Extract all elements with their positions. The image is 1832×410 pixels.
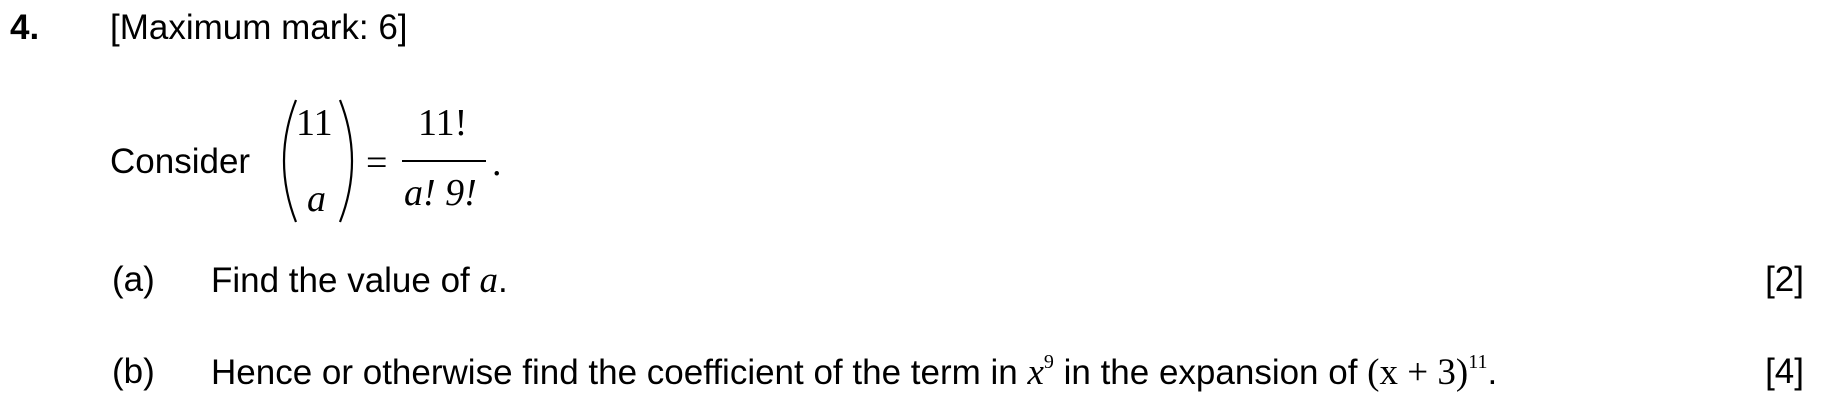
binomial-top: 11	[296, 102, 333, 144]
fraction-bar	[402, 160, 486, 162]
binomial-bottom: a	[307, 178, 326, 220]
part-a-period: .	[498, 261, 508, 300]
expression-period: .	[492, 142, 502, 184]
part-b-period: .	[1487, 353, 1498, 392]
part-b-prompt: Hence or otherwise find the coefficient of the term in	[211, 353, 1028, 392]
part-a-text	[211, 262, 508, 299]
consider-label: Consider	[110, 142, 251, 181]
part-a-prompt: Find the value of	[211, 261, 480, 300]
part-b-expression: (x + 3)	[1367, 352, 1469, 393]
left-parenthesis	[284, 100, 296, 222]
part-b-label: (b)	[112, 352, 155, 391]
part-b-expression-exponent: 11	[1468, 351, 1488, 373]
part-b-power-exponent: 9	[1043, 351, 1054, 373]
part-a-marks: [2]	[1765, 260, 1804, 299]
part-b-marks: [4]	[1765, 352, 1804, 391]
equals-sign: =	[366, 142, 388, 184]
right-parenthesis	[340, 100, 352, 222]
maximum-mark: [Maximum mark: 6]	[110, 8, 408, 47]
part-b-text	[211, 351, 1498, 393]
fraction-numerator: 11!	[418, 102, 468, 144]
part-a-label: (a)	[112, 260, 155, 299]
part-b-power-base: x	[1027, 352, 1044, 393]
fraction-denominator: a! 9!	[404, 172, 477, 214]
part-b-middle-text: in the expansion of	[1053, 353, 1368, 392]
part-a-variable: a	[479, 260, 498, 301]
question-number: 4.	[10, 8, 40, 47]
